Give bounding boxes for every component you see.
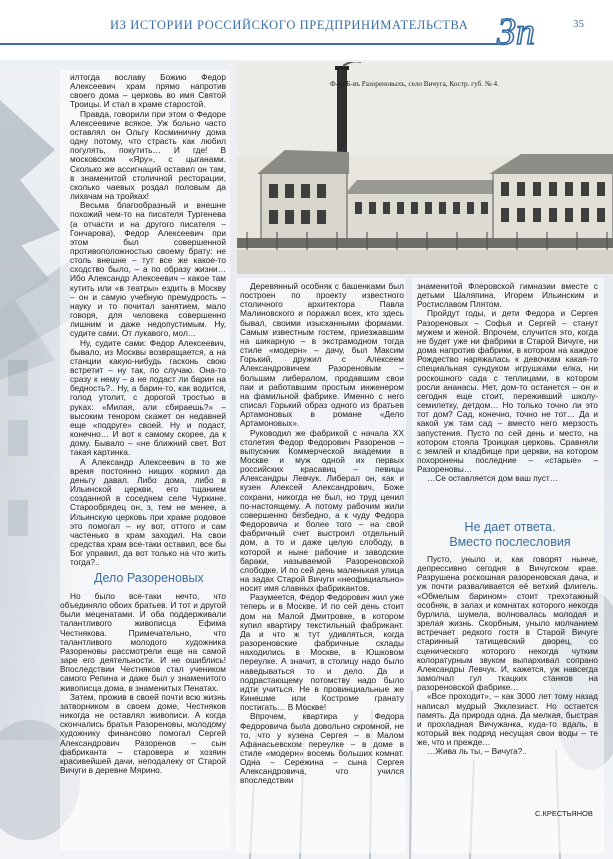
paragraph: Деревянный особняк с башенками был построен по проекту известного столичного архитектора Павла Малиновского и поражал всех, кто здесь бывал, своими изысканными формами. Самым известным гостем, приезжавшим на шикарную – в экстрамодном тогда стиле «модерн» – дачу, был Максим Горький, дружил с Алексеем Александровичем Разореновым – большим либералом, продавшим свои паи и работавшим простым инженером на фамильной фабрике. Именно с него списал Горький образ одного из братьев Артамоновых в романе «Дело Артамоновых». — [240, 282, 404, 429]
paragraph: …Се оставляется дом ваш пуст… — [427, 473, 558, 484]
svg-text:Зп: Зп — [497, 11, 535, 52]
paragraph: Но было все-таки нечто, что объединяло обоих братьев. И тот и другой были меценатами. И оба поддерживали талантливого живописца Ефима Честнякова. Примечательно, что талантливого молодого художника Разореновы рассмотрели еще на самой заре его деятельности. И не ошиблись! Впоследствии Честняков стал учеником самого Репина и даже был у знаменитого живописца дома, в знаменитых Пенатах. — [60, 592, 226, 693]
paragraph: Весьма благообразный и внешне похожий чем-то на писателя Тургенева (а отчасти и на другого писателя – Гончарова), Федор Алексеевич при этом был совершенной противоположностью своему брату: не столь внешне – тут все же какое-то сходство было, – а по образу жизни… Ибо Александр Алексеевич – какое там кутить или «в театры» ездить в Москву – он и самую учебную премудрость – науку и то почитал занятием, мало говоря, для человека совершенно лишним и даже недопустимым. Ну, судите сами. От лукавого, мол… — [70, 200, 226, 339]
subheading-afterword-line-2: Вместо послесловия — [449, 535, 571, 549]
paragraph: Разумеется, Федор Федорович жил уже теперь и в Москве. И по сей день стоит дом на Малой Дмитровке, в котором купил квартиру текстильный фабрикант. Да и что ж тут удивляться, когда разореновские фабричные склады находились в Москве, в Юшковом переулке. А значит, в столицу надо было наведываться то и дело. Да и подрастающему потомству надо было идти учиться. Не в провинциальные же Кинешме или Костроме гранату постигать… В Москве! — [240, 592, 404, 713]
paragraph: Пусто, уныло и, как говорят нынче, депрессивно сегодня в Вичугском крае. Разрушена роскошная разореновская дача, и уж почти разваливается её ветхий флигель. «Обмелым барином» стоит трехэтажный особняк, в залах и комнатах которого некогда бурлила, шумела, волновалась молодая и зрелая жизнь. Скорбным, уныло молчанием встречает редкого гостя в Старой Вичуге старинный татищевский дворец, со сценического которого некогда чутким колоратурным звуком выпархивал сопрано Александры Левчук. И, кажется, уж навсегда замолчал гул ткацких станков на разореновской фабрике… — [417, 555, 598, 693]
article-column-3-bottom — [417, 555, 598, 805]
paragraph: Затем, прожив в своей почти всю жизнь затворником в своем доме, Честняков никогда не оставлял живописи. А когда скончались братья Разореновы, молодому художнику финансово помогал Сергей Александрович Разоренов – сын фабриканта – старовера и хозяин красивейшей дачи, неподалеку от Старой Вичуги в деревне Мярино. — [60, 691, 226, 775]
paragraph: Ну, судите сами: Федор Алексеевич, бывало, из Москвы возвращается, а на станции какую-нибудь гасконь свою встретит – ну так, по случаю. Она-то сразу к нему – а не подаст ли барин на бедность?.. Ну, а барин-то, как водится, голод утолит, с дорогой тростью в руках: «Милая, али сбираешь?» – высоким тенором скажет он недавней еще «подруге» своей. Ну и подаст, конечно… И вот к самому скорее, да к дому. Бывало – «не ближний свет. Вот такая картинка. — [70, 337, 226, 458]
paragraph: А Александр Алексеевич в то же время постоянно нищих кормил да деньгу давал. Либо дома, либо в Ильинской церкви, его тщанием созданной в соседнем селе Чуркине. Старообрядец он, з, тем не менее, а Ильинскую церковь при храме родовое это помогал – ну вот, оттого и сам частенько в храм заходил. На свои средства храм все-таки оставил, все бы Бог управил, да вот только на что жить тогда?.. — [70, 456, 226, 568]
paragraph: илтогда вославу Божию Федор Алексеевич храм прямо напротив своего дома – церковь во имя Святой Троицы. И стал в храме старостой. — [70, 73, 226, 110]
paragraph: Руководил же фабрикой с начала ХХ столетия Федор Федорович Разоренов – выпускник Коммерческой академии в Москве и муж одной их первых российских красавиц – певицы Александры Левчук. Либерал он, как и кузен Алексей Александрович, Боже сохрани, никогда не был, но труд ценил по-настоящему. А потому рабочим жили совершенно безбедно, а к чуду Федора Федоровича и более того – на свой фабричный счет выстроил отдельный дом, а то и даже целую слободу, в которой и ныне рабочие и заводские бараки, называемой Разореновской слободке. И по сей день маленькая улица на задах Старой Вичуги «неофициально» носит имя славных фабрикантов. — [240, 427, 404, 594]
article-column-1-top — [70, 73, 226, 569]
paragraph: Пройдут годы, и дети Федора и Сергея Разореновых – Софья и Сергей – станут мужем и женой. Впрочем, случится это, когда не будет уже ни фабрики в Старой Вичуге, ни дома напротив фабрики, в котором на каждое Рождество наряжалась к девочкам какая-то специальная сундуком игрушками елка, ни роскошного сада с теплицами, в котором росли ананасы. Нет, дом-то останется – он и сегодня еще стоит, переживший школу-семилетку, детдом… Но только точно ли это тот дом? Сад, конечно, точно не тот… Да и какой уж там сад – вместо него мерзость запустения. Пусто по сей день и место, на котором стояла Троицкая церковь. Сравняли с землей и кладбище при церкви, на котором похоронены последние – «старые» – Разореновы… — [417, 308, 598, 475]
paragraph: «Все проходит», – как 3000 лет тому назад написал мудрый Экклезиаст. Но остается память. Да природа одна. Да мелкая, быстрая и прохладная Вичужанка, куда-то вдаль, в который век подряд несущая свои воды – те же, что и прежде… — [417, 691, 598, 748]
magazine-logo-icon — [495, 8, 553, 52]
page-header — [0, 0, 613, 60]
subheading-afterword-line-1: Не дает ответа. — [464, 520, 556, 534]
paragraph: Впрочем, квартира у Федора Федоровича была довольно скромной, не то, что у кузена Сергея – в Малом Афанасьевском переулке – в доме в стиле «модерн» восемь больших комнат. Одна – Сережина – сына Сергея Александровича, что учился впоследствии — [240, 711, 404, 786]
author-signature: С.КРЕСТЬЯНОВ — [535, 809, 593, 818]
paragraph: Правда, говорили при этом о Федоре Алексеевиче всякое. Уж больно часто оставлял он Ольгу Косминичну дома одну потому, что страсть как любил погулять, покутить… И где! В московском «Яру», с цыганами. Сколько же ассигнаций оставил он там, в знаменитой столичной ресторации, сколько чаевых роздал половым да лихачам на тройках! — [70, 108, 226, 202]
page-number: 35 — [573, 18, 584, 30]
photo-caption: Ф-ка Б-въ Разореновыхъ, село Вичуга, Костр. губ. № 4. — [330, 80, 499, 88]
article-column-1-bottom — [60, 592, 226, 850]
header-divider — [0, 43, 500, 45]
paragraph: …Жива ль ты, – Вичуга?.. — [427, 746, 527, 757]
subheading-case: Дело Разореновых — [94, 571, 204, 585]
section-title: ИЗ ИСТОРИИ РОССИЙСКОГО ПРЕДПРИНИМАТЕЛЬСТВА — [110, 18, 469, 32]
article-column-2 — [240, 282, 404, 842]
article-column-3-top — [417, 282, 598, 510]
factory-historic-photo — [237, 62, 613, 274]
paragraph: знаменитой Флеровской гимназии вместе с детьми Шаляпина, Игорем Ильинским и Ростиславом Плятом. — [417, 282, 598, 310]
